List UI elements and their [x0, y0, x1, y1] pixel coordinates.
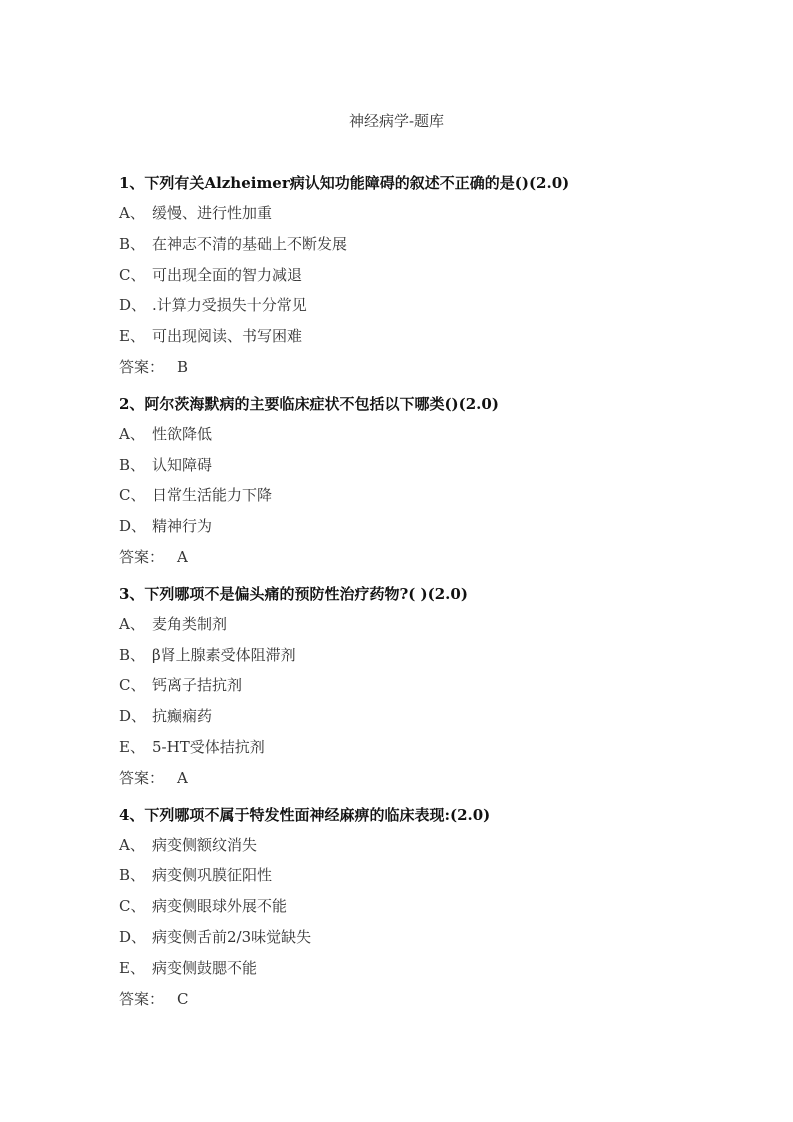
option-c — [119, 670, 719, 701]
option-text: 病变侧舌前2/3味觉缺失 — [152, 927, 312, 946]
option-c — [119, 260, 719, 291]
option-letter: D、 — [119, 927, 147, 946]
option-c — [119, 480, 719, 511]
answer-label: 答案： — [119, 547, 165, 566]
option-letter: B、 — [119, 645, 146, 664]
option-letter: D、 — [119, 517, 147, 536]
question-list — [119, 168, 719, 1020]
option-c — [119, 891, 719, 922]
option-text: 在神志不清的基础上不断发展 — [152, 234, 348, 253]
option-text: 钙离子拮抗剂 — [152, 676, 243, 695]
option-letter: A、 — [119, 614, 145, 633]
option-e — [119, 953, 719, 984]
option-text: 病变侧鼓腮不能 — [152, 958, 258, 977]
option-text: 可出现阅读、书写困难 — [152, 327, 303, 346]
answer-line — [119, 542, 719, 573]
option-letter: E、 — [119, 737, 145, 756]
option-text: 抗癫痫药 — [152, 707, 213, 726]
question-text: 3、下列哪项不是偏头痛的预防性治疗药物?( )(2.0) — [119, 584, 468, 603]
question-text: 4、下列哪项不属于特发性面神经麻痹的临床表现:(2.0) — [119, 805, 491, 824]
option-d — [119, 922, 719, 953]
option-letter: C、 — [119, 265, 146, 284]
question-text: 1、下列有关Alzheimer病认知功能障碍的叙述不正确的是()(2.0) — [119, 174, 570, 192]
option-text: 精神行为 — [152, 517, 213, 536]
option-d — [119, 701, 719, 732]
option-e — [119, 732, 719, 763]
option-d — [119, 511, 719, 542]
option-e — [119, 321, 719, 352]
option-b — [119, 640, 719, 671]
option-letter: C、 — [119, 676, 146, 695]
option-a — [119, 830, 719, 861]
option-text: 病变侧额纹消失 — [152, 835, 258, 854]
option-text: 5-HT受体拮抗剂 — [152, 737, 265, 756]
option-letter: A、 — [119, 424, 145, 443]
option-text: 病变侧巩膜征阳性 — [152, 866, 273, 885]
option-b — [119, 229, 719, 260]
option-a — [119, 609, 719, 640]
option-letter: D、 — [119, 296, 147, 315]
answer-line — [119, 984, 719, 1015]
option-text: 性欲降低 — [152, 424, 213, 443]
option-letter: C、 — [119, 897, 146, 916]
question-text: 2、阿尔茨海默病的主要临床症状不包括以下哪类()(2.0) — [119, 394, 499, 413]
option-text: 病变侧眼球外展不能 — [152, 897, 288, 916]
answer-value: B — [177, 357, 189, 376]
option-text: 认知障碍 — [152, 455, 213, 474]
answer-value: A — [177, 768, 188, 787]
question-4 — [119, 800, 719, 1015]
option-letter: E、 — [119, 958, 145, 977]
answer-line — [119, 352, 719, 383]
option-b — [119, 860, 719, 891]
option-letter: E、 — [119, 327, 145, 346]
option-text: 可出现全面的智力减退 — [152, 265, 303, 284]
option-d — [119, 290, 719, 321]
option-text: 缓慢、进行性加重 — [152, 204, 273, 222]
option-text: 麦角类制剂 — [152, 614, 228, 633]
question-1 — [119, 168, 719, 383]
option-letter: C、 — [119, 486, 146, 505]
option-b — [119, 450, 719, 481]
option-a — [119, 198, 719, 229]
option-text: β肾上腺素受体阻滞剂 — [152, 645, 296, 664]
answer-value: A — [177, 547, 188, 566]
answer-line — [119, 763, 719, 794]
answer-label: 答案： — [119, 989, 165, 1008]
question-2 — [119, 389, 719, 573]
option-letter: B、 — [119, 455, 146, 474]
answer-label: 答案： — [119, 768, 165, 787]
page-title: 神经病学-题库 — [348, 112, 445, 130]
option-letter: D、 — [119, 707, 147, 726]
question-3 — [119, 579, 719, 794]
option-letter: A、 — [119, 204, 145, 222]
option-letter: A、 — [119, 835, 145, 854]
option-text: 日常生活能力下降 — [152, 486, 273, 505]
option-text: .计算力受损失十分常见 — [152, 296, 307, 315]
answer-value: C — [177, 989, 189, 1008]
option-letter: B、 — [119, 234, 146, 253]
option-a — [119, 419, 719, 450]
answer-label: 答案： — [119, 357, 165, 376]
option-letter: B、 — [119, 866, 146, 885]
